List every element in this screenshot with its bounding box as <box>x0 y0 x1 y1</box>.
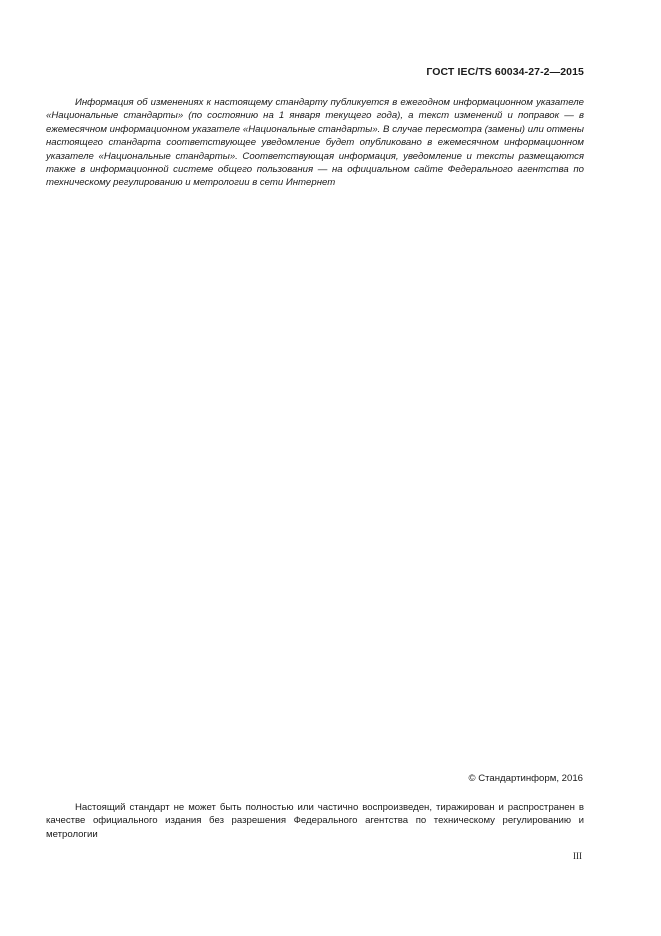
standard-changes-info <box>46 96 584 190</box>
copyright-notice: © Стандартинформ, 2016 <box>468 773 583 784</box>
reproduction-notice-paragraph: Настоящий стандарт не может быть полностью или частично воспроизведен, тиражирован и распространен в качестве официального издания без разрешения Федерального агентства по техническому регулированию и метрологии <box>46 802 584 840</box>
page-number: III <box>573 851 582 861</box>
document-header-id: ГОСТ IEC/TS 60034-27-2—2015 <box>426 66 584 78</box>
standard-changes-info-paragraph: Информация об изменениях к настоящему стандарту публикуется в ежегодном информационном указателе «Национальные стандарты» (по состоянию на 1 января текущего года), а текст изменений и поправок — в ежемесячном информационном указателе «Национальные стандарты». В случае пересмотра (замены) или отмены настоящего стандарта соответствующее уведомление будет опубликовано в ежемесячном информационном указателе «Национальные стандарты». Соответствующая информация, уведомление и тексты размещаются также в информационной системе общего пользования — на официальном сайте Федерального агентства по техническому регулированию и метрологии в сети Интернет <box>46 97 584 189</box>
reproduction-notice <box>46 801 584 841</box>
